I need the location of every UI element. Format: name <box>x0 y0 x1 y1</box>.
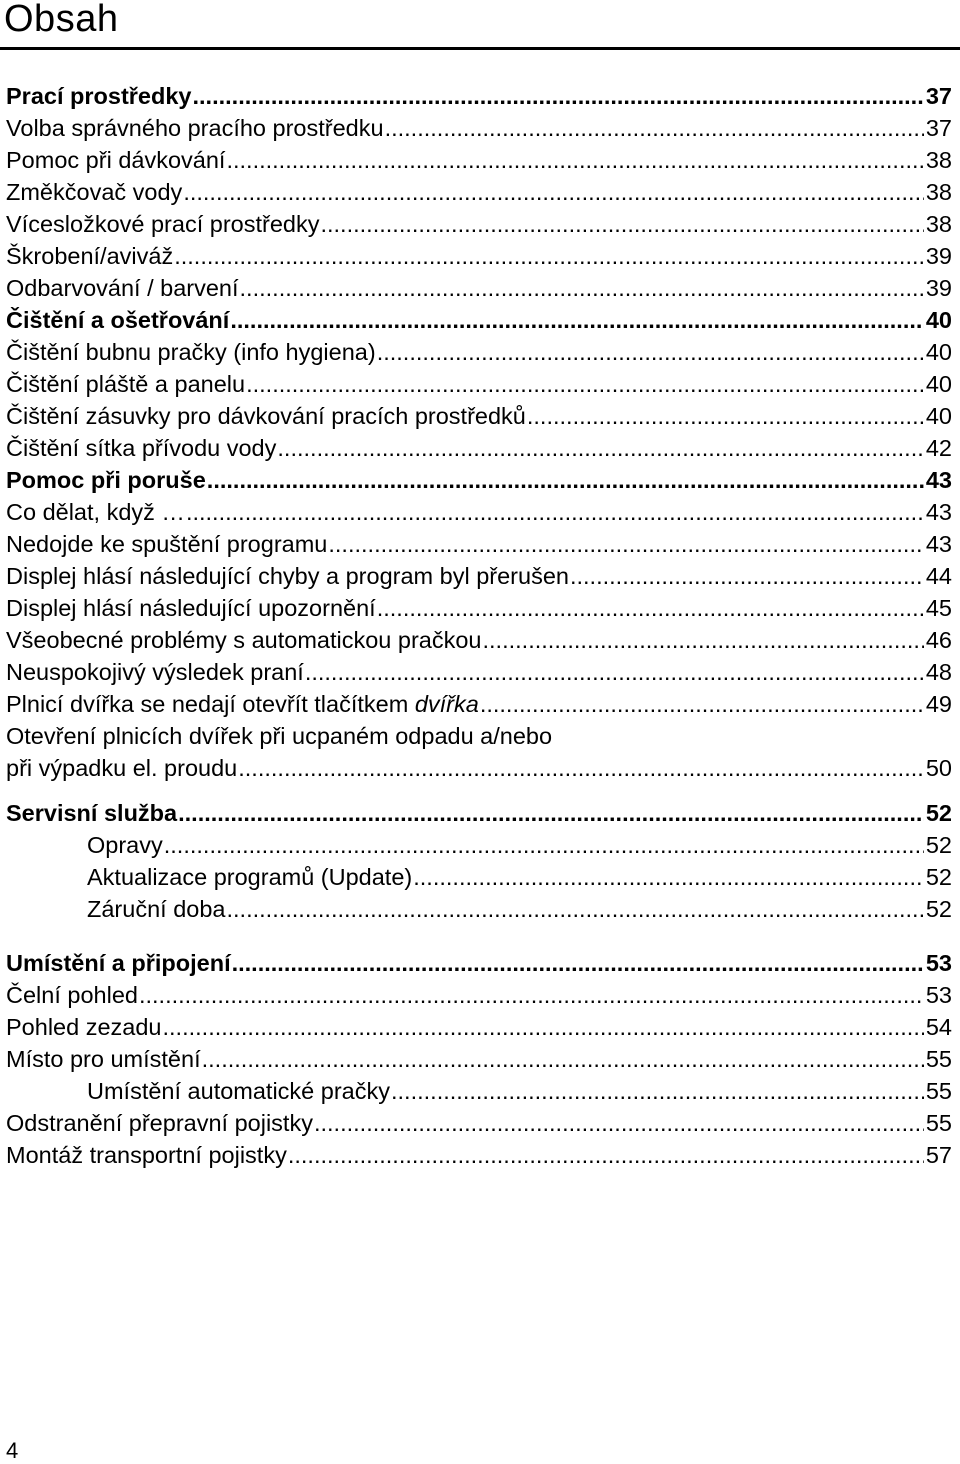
toc-entry-label: Odbarvování / barvení <box>6 275 239 301</box>
toc-leader-dots <box>240 272 924 304</box>
section-gap <box>0 925 952 947</box>
section-gap <box>0 784 952 797</box>
toc-entry-page: 39 <box>925 275 952 301</box>
toc-entry[interactable] <box>0 688 952 720</box>
toc-leader-dots <box>328 528 924 560</box>
toc-entry-label: Servisní služba <box>6 800 178 826</box>
toc-entry-label: při výpadku el. proudu <box>6 755 238 781</box>
toc-leader-dots <box>570 560 924 592</box>
toc-entry[interactable] <box>0 176 952 208</box>
toc-entry-page: 39 <box>925 243 952 269</box>
toc-entry-label: Čištění sítka přívodu vody <box>6 435 277 461</box>
toc-entry-label: Aktualizace programů (Update) <box>87 864 413 890</box>
toc-entry-label: Čištění bubnu pračky (info hygiena) <box>6 339 376 365</box>
toc-leader-dots <box>305 656 924 688</box>
page-title: Obsah <box>4 0 119 40</box>
toc-entry-page: 52 <box>925 864 952 890</box>
toc-entry[interactable] <box>0 368 952 400</box>
toc-entry-label: Nedojde ke spuštění programu <box>6 531 328 557</box>
toc-entry[interactable] <box>0 272 952 304</box>
toc-entry[interactable] <box>0 112 952 144</box>
toc-leader-dots <box>139 979 924 1011</box>
toc-leader-dots <box>178 797 924 829</box>
toc-leader-dots <box>174 240 924 272</box>
toc-entry-label: Čištění zásuvky pro dávkování pracích prostředků <box>6 403 526 429</box>
toc-section-heading[interactable] <box>0 947 952 979</box>
toc-entry-label: Škrobení/aviváž <box>6 243 174 269</box>
toc-entry[interactable] <box>0 400 952 432</box>
toc-entry-label: Odstranění přepravní pojistky <box>6 1110 313 1136</box>
toc-entry-label: Pohled zezadu <box>6 1014 162 1040</box>
toc-leader-dots <box>186 496 924 528</box>
toc-leader-dots <box>483 624 924 656</box>
toc-leader-dots <box>207 464 924 496</box>
toc-entry-label: Místo pro umístění <box>6 1046 201 1072</box>
toc-leader-dots <box>183 176 924 208</box>
toc-entry[interactable] <box>0 1011 952 1043</box>
toc-leader-dots <box>377 336 924 368</box>
toc-entry-page: 57 <box>925 1142 952 1168</box>
toc-entry-label: Změkčovač vody <box>6 179 183 205</box>
toc-leader-dots <box>192 80 923 112</box>
toc-entry-page: 55 <box>925 1046 952 1072</box>
toc-entry-label: Vícesložkové prací prostředky <box>6 211 320 237</box>
toc-entry-page: 43 <box>925 467 952 493</box>
toc-leader-dots <box>232 947 924 979</box>
toc-entry-page: 42 <box>925 435 952 461</box>
toc-entry-label: Co dělat, když … <box>6 499 185 525</box>
toc-entry[interactable] <box>0 144 952 176</box>
toc-leader-dots <box>226 144 923 176</box>
toc-leader-dots <box>162 1011 923 1043</box>
toc-leader-dots <box>238 752 924 784</box>
toc-entry-label: Montáž transportní pojistky <box>6 1142 287 1168</box>
toc-leader-dots <box>377 592 924 624</box>
toc-entry[interactable] <box>0 624 952 656</box>
toc-section-heading[interactable] <box>0 80 952 112</box>
toc-entry-label-emphasis: dvířka <box>414 691 479 717</box>
toc-section-heading[interactable] <box>0 797 952 829</box>
toc-entry[interactable] <box>0 656 952 688</box>
toc-entry-page: 52 <box>925 800 952 826</box>
toc-entry-label-text: Plnicí dvířka se nedají otevřít tlačítkem <box>6 691 409 717</box>
toc-entry-page: 43 <box>925 499 952 525</box>
toc-entry-label: Opravy <box>87 832 163 858</box>
toc-entry[interactable] <box>0 979 952 1011</box>
toc-entry-page: 49 <box>925 691 952 717</box>
table-of-contents <box>0 80 952 1171</box>
toc-entry[interactable] <box>0 336 952 368</box>
toc-entry[interactable] <box>0 208 952 240</box>
toc-entry-page: 44 <box>925 563 952 589</box>
toc-entry-page: 55 <box>925 1110 952 1136</box>
toc-entry-page: 37 <box>925 83 952 109</box>
toc-entry-label: Volba správného pracího prostředku <box>6 115 384 141</box>
toc-entry-page: 40 <box>925 371 952 397</box>
toc-leader-dots <box>480 688 924 720</box>
toc-entry-label: Prací prostředky <box>6 83 192 109</box>
toc-entry[interactable] <box>0 1075 952 1107</box>
toc-entry[interactable] <box>0 829 952 861</box>
toc-entry-page: 45 <box>925 595 952 621</box>
toc-entry-page: 38 <box>925 211 952 237</box>
toc-entry-label: Čištění pláště a panelu <box>6 371 246 397</box>
toc-entry-page: 53 <box>925 982 952 1008</box>
toc-entry-label: Všeobecné problémy s automatickou pračkou <box>6 627 482 653</box>
toc-entry[interactable] <box>0 240 952 272</box>
toc-leader-dots <box>288 1139 924 1171</box>
toc-leader-dots <box>385 112 924 144</box>
toc-entry-page: 40 <box>925 339 952 365</box>
toc-leader-dots <box>277 432 923 464</box>
toc-entry-label: Umístění automatické pračky <box>87 1078 390 1104</box>
toc-entry[interactable] <box>0 1043 952 1075</box>
toc-entry[interactable] <box>0 1107 952 1139</box>
toc-section-heading[interactable] <box>0 464 952 496</box>
toc-leader-dots <box>314 1107 924 1139</box>
toc-entry-label: Neuspokojivý výsledek praní <box>6 659 304 685</box>
toc-leader-dots <box>164 829 924 861</box>
toc-entry-page: 37 <box>925 115 952 141</box>
toc-entry[interactable] <box>0 560 952 592</box>
toc-entry[interactable] <box>0 893 952 925</box>
toc-leader-dots <box>246 368 924 400</box>
toc-leader-dots <box>230 304 924 336</box>
toc-entry-label: Čištění a ošetřování <box>6 307 230 333</box>
toc-leader-dots <box>413 861 924 893</box>
toc-entry-label: Pomoc při poruše <box>6 467 206 493</box>
toc-entry-page: 48 <box>925 659 952 685</box>
toc-entry-label: Umístění a připojení <box>6 950 231 976</box>
toc-entry-page: 50 <box>925 755 952 781</box>
toc-entry-page: 40 <box>925 403 952 429</box>
toc-entry-wrapped-line[interactable] <box>0 720 952 752</box>
toc-entry-page: 38 <box>925 147 952 173</box>
toc-entry[interactable] <box>0 592 952 624</box>
toc-entry-page: 52 <box>925 832 952 858</box>
toc-section-heading[interactable] <box>0 304 952 336</box>
title-divider <box>0 47 960 50</box>
toc-entry[interactable] <box>0 432 952 464</box>
toc-entry-label: Čelní pohled <box>6 982 138 1008</box>
toc-entry-page: 52 <box>925 896 952 922</box>
toc-entry[interactable] <box>0 1139 952 1171</box>
toc-leader-dots <box>202 1043 924 1075</box>
toc-entry-label <box>0 688 479 720</box>
toc-entry-page: 55 <box>925 1078 952 1104</box>
toc-leader-dots <box>391 1075 924 1107</box>
toc-leader-dots <box>527 400 924 432</box>
toc-entry-label: Displej hlásí následující chyby a program byl přerušen <box>6 563 569 589</box>
toc-entry-page: 38 <box>925 179 952 205</box>
toc-entry-page: 40 <box>925 307 952 333</box>
toc-entry[interactable] <box>0 496 952 528</box>
page-number: 4 <box>6 1438 19 1463</box>
toc-entry[interactable] <box>0 861 952 893</box>
toc-entry-page: 43 <box>925 531 952 557</box>
toc-entry-label: Záruční doba <box>87 896 226 922</box>
toc-entry-page: 54 <box>925 1014 952 1040</box>
toc-entry[interactable] <box>0 752 952 784</box>
toc-entry-page: 53 <box>925 950 952 976</box>
toc-leader-dots <box>320 208 923 240</box>
toc-entry-label: Pomoc při dávkování <box>6 147 226 173</box>
toc-entry[interactable] <box>0 528 952 560</box>
toc-entry-label: Displej hlásí následující upozornění <box>6 595 376 621</box>
toc-leader-dots <box>226 893 923 925</box>
toc-entry-page: 46 <box>925 627 952 653</box>
toc-entry-label-line1: Otevření plnicích dvířek při ucpaném odpadu a/nebo <box>6 723 553 749</box>
